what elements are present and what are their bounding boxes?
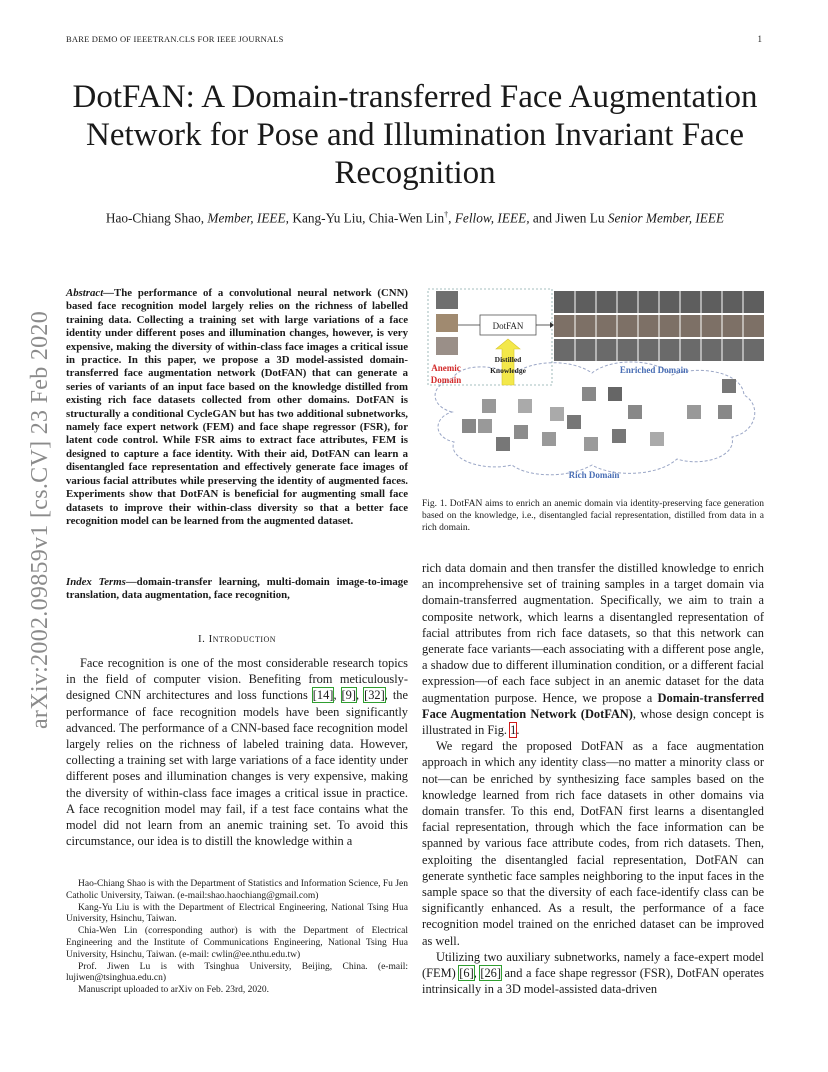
author-list: Hao-Chiang Shao, Member, IEEE, Kang-Yu Liu, Chia-Wen Lin†, Fellow, IEEE, and Jiwen Lu Senior Member, IEEE — [105, 210, 725, 226]
abstract-text: The performance of a convolutional neural network (CNN) based face recognition model largely relies on the richness of labelled training data. Collecting a training set with large variations of a face identity under different poses and illumination changes, however, is very expensive, making the diversity of within-class face images a critical issue in practice. In this paper, we propose a 3D model-assisted domain-transferred face augmentation network (DotFAN) that can generate a series of variants of an input face based on the knowledge distilled from existing rich face datasets collected from other domains. DotFAN is structurally a conditional CycleGAN but has two additional subnetworks, namely face expert network (FEM) and face shape regressor (FSR), for latent code control. While FSR aims to extract face attributes, FEM is designed to capture a face identity. With their aid, DotFAN can learn a disentangled face representation and effectively generate face images of various facial attributes while preserving the identity of augmented faces. Experiments show that DotFAN is beneficial for augmenting small face datasets to improve their within-class diversity so that a better face recognition model can be learned from the augmented dataset. — [66, 287, 408, 527]
text: Utilizing two auxiliary subnetworks, namely a face-expert model (FEM) — [422, 949, 764, 981]
citation-link[interactable]: [32] — [364, 688, 385, 703]
author-2-role: Fellow, IEEE, — [454, 210, 530, 226]
section-number: I. — [197, 633, 206, 645]
index-terms-text: —domain-transfer learning, multi-domain image-to-image translation, data augmentation, face recognition, — [66, 576, 408, 602]
footnote: Prof. Jiwen Lu is with Tsinghua University, Beijing, China. (e-mail: lujiwen@tsinghua.edu.cn) — [66, 961, 408, 984]
text: , whose design concept is illustrated in Fig. — [422, 706, 764, 738]
enriched-faces-grid — [554, 291, 764, 361]
dotfan-label: DotFAN — [492, 321, 524, 331]
right-column — [422, 560, 764, 997]
citation-link[interactable]: [6] — [459, 966, 474, 981]
knowledge-label: Knowledge — [490, 366, 526, 375]
index-terms-label: Index Terms — [66, 576, 126, 588]
text: rich data domain and then transfer the distilled knowledge to enrich an incomprehensive set of training samples in a target domain via domain-transferred augmentation. Specifically, we aim to train a composite network, which learns a disentangled representation of facial attributes from rich face datasets, so that this network can generate face variants—each associating with a different pose angle, a shadow due to different illumination condition, or a different facial expression—of each face subject in an anemic dataset for the data augmentation purpose. Hence, we propose a — [422, 561, 764, 705]
paragraph — [422, 560, 764, 738]
author-1: Hao-Chiang Shao, — [105, 210, 205, 226]
paper-title: DotFAN: A Domain-transferred Face Augmentation Network for Pose and Illumination Invariant Face Recognition — [72, 79, 758, 191]
distilled-label: Distilled — [494, 355, 522, 364]
section-heading — [66, 633, 408, 645]
arxiv-identifier: arXiv:2002.09859v1 [cs.CV] 23 Feb 2020 — [27, 310, 53, 730]
footnote: Manuscript uploaded to arXiv on Feb. 23rd, 2020. — [78, 985, 270, 996]
section-title: Introduction — [208, 633, 277, 645]
rich-domain-cloud — [435, 362, 755, 475]
anemic-label-2: Domain — [430, 375, 462, 385]
citation-link[interactable]: [14] — [312, 688, 334, 703]
intro-text-1: Face recognition is one of the most considerable research topics in the field of computer vision. Benefiting from meticulously-designed CNN architectures and loss functions — [66, 656, 408, 703]
index-terms — [66, 576, 408, 603]
rich-label: Rich Domain — [568, 470, 620, 480]
intro-paragraph: Face recognition is one of the most considerable research topics in the field of computer vision. Benefiting from meticulously-designed CNN architectures and loss functions [14], [9], [32], the performance of face recognition models have been significantly advanced. The performance of a CNN-based face recognition model largely relies on the richness of labeled training data. However, collecting a training set with large variations of a face identity under different poses and illumination changes is very expensive, making the diversity of within-class face images a critical issue in practice. A face recognition model may fail, if a test face contains what the model did not learn from an anemic training set. To avoid this circumstance, our idea is to distill the knowledge within a — [66, 656, 408, 849]
anemic-label-1: Anemic — [431, 363, 461, 373]
text: and a face shape regressor (FSR), DotFAN operates intrinsically in a 3D model-assisted data-driven — [422, 966, 764, 997]
figure-caption: Fig. 1. DotFAN aims to enrich an anemic domain via identity-preserving face generation based on the knowledge, i.e., disentangled facial representation, distilled from data in a rich domain. — [422, 499, 764, 533]
figure-1 — [422, 287, 764, 482]
footnote: Chia-Wen Lin (corresponding author) is with the Department of Electrical Engineering and the Institute of Communications Engineering, National Tsing Hua University, Hsinchu, Taiwan. (e-mail: cwlin@ee.nthu.edu.tw) — [66, 926, 408, 960]
dotfan-name: Domain-transferred Face Augmentation Network (DotFAN) — [422, 690, 764, 721]
paragraph: We regard the proposed DotFAN as a face augmentation approach in which any identity class—no matter a minority class or not—can be enriched by synthesizing face samples based on the knowledge learned from rich face datasets in other domains via domain transfer. To this end, DotFAN first learns a disentangled facial representation, through which the face information can be spanned by various face attribute codes, from rich datasets. Then, exploiting the disentangled facial representation, DotFAN can generate synthetic face samples neighboring to the input faces in the sample space so that the diversity of each face-identify class can be significantly enhanced. As a result, the performance of a face recognition model trained on the enriched dataset can be improved as well. — [422, 739, 764, 948]
footnote: Hao-Chiang Shao is with the Department of Statistics and Information Science, Fu Jen Catholic University, Taiwan. (e-mail:shao.haochiang@gmail.com) — [66, 879, 408, 901]
text: . — [516, 723, 520, 738]
page-number: 1 — [757, 34, 762, 44]
anemic-faces — [436, 291, 458, 355]
abstract — [66, 287, 408, 528]
figure-1-diagram — [422, 287, 764, 482]
citation-link[interactable]: [9] — [341, 688, 356, 703]
author-2: Kang-Yu Liu, Chia-Wen Lin — [292, 210, 445, 226]
footnotes — [66, 879, 408, 997]
figure-link[interactable]: 1 — [510, 723, 517, 738]
running-header: BARE DEMO OF IEEETRAN.CLS FOR IEEE JOURNALS — [66, 34, 284, 44]
abstract-label: Abstract— — [66, 287, 114, 299]
enriched-label: Enriched Domain — [619, 365, 689, 375]
paragraph: Utilizing two auxiliary subnetworks, namely a face-expert model (FEM) [6], [26] and a face shape regressor (FSR), DotFAN operates intrinsically in a 3D model-assisted data-driven — [422, 949, 764, 997]
author-2-mark: † — [444, 210, 449, 219]
author-3: and Jiwen Lu — [532, 210, 605, 226]
footnote: Kang-Yu Liu is with the Department of Electrical Engineering, National Tsing Hua University, Hsinchu, Taiwan. — [66, 902, 408, 925]
author-1-role: Member, IEEE, — [207, 210, 290, 226]
citation-link[interactable]: [26] — [480, 966, 501, 981]
intro-text-2: , the performance of face recognition models have been significantly advanced. The performance of a CNN-based face recognition model largely relies on the richness of labeled training data. However, collecting a training set with large variations of a face identity under different poses and illumination changes is very expensive, making the diversity of within-class face images a critical issue in practice. A face recognition model may fail, if a test face contains what the model did not learn from an anemic training set. To avoid this circumstance, our idea is to distill the knowledge within a — [66, 688, 408, 849]
arxiv-sidebar — [20, 280, 60, 760]
author-3-role: Senior Member, IEEE — [607, 210, 725, 226]
